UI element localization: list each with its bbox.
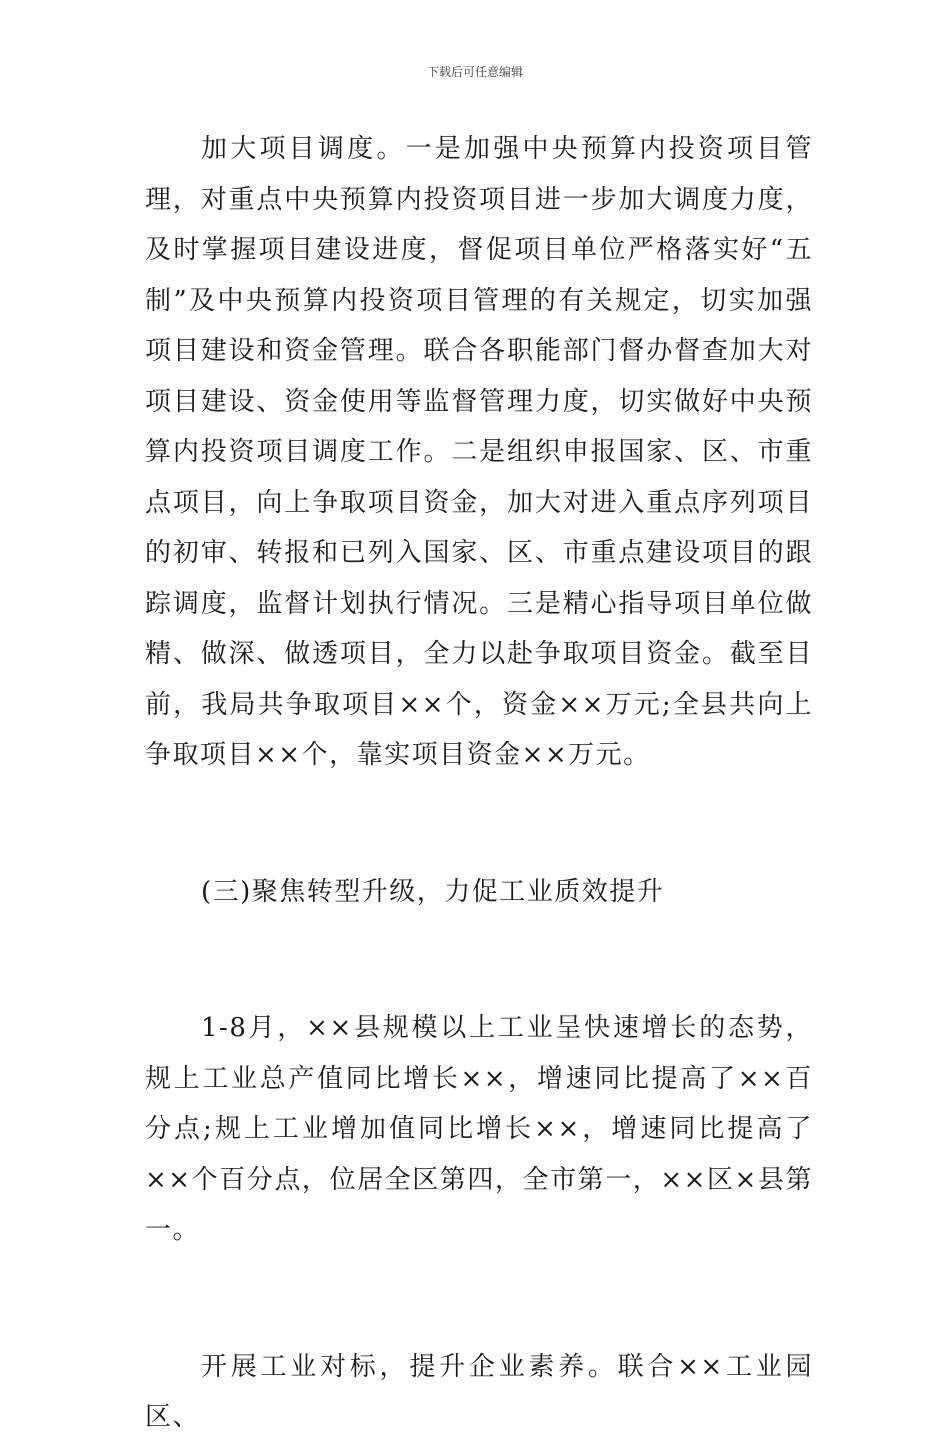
paragraph-industrial-growth: 1-8月，××县规模以上工业呈快速增长的态势，规上工业总产值同比增长××，增速同比提高了××百分点;规上工业增加值同比增长××，增速同比提高了××个百分点，位居全区第四，全市第一，××区×县第一。: [145, 1013, 813, 1245]
paragraph-spacer: [145, 781, 813, 867]
section-heading-industry: (三)聚焦转型升级，力促工业质效提升: [201, 876, 665, 907]
document-body: [145, 124, 813, 1443]
page-header-note: 下载后可任意编辑: [426, 65, 523, 79]
paragraph-spacer: [145, 1256, 813, 1342]
paragraph-industrial-benchmark: 开展工业对标，提升企业素养。联合××工业园区、: [145, 1351, 813, 1432]
paragraph-project-scheduling: 加大项目调度。一是加强中央预算内投资项目管理，对重点中央预算内投资项目进一步加大调度力度，及时掌握项目建设进度，督促项目单位严格落实好“五制”及中央预算内投资项目管理的有关规定，切实加强项目建设和资金管理。联合各职能部门督办督查加大对项目建设、资金使用等监督管理力度，切实做好中央预算内投资项目调度工作。二是组织申报国家、区、市重点项目，向上争取项目资金，加大对进入重点序列项目的初审、转报和已列入国家、区、市重点建设项目的跟踪调度，监督计划执行情况。三是精心指导项目单位做精、做深、做透项目，全力以赴争取项目资金。截至目前，我局共争取项目××个，资金××万元;全县共向上争取项目××个，靠实项目资金××万元。: [145, 134, 813, 770]
paragraph-spacer: [145, 917, 813, 1003]
